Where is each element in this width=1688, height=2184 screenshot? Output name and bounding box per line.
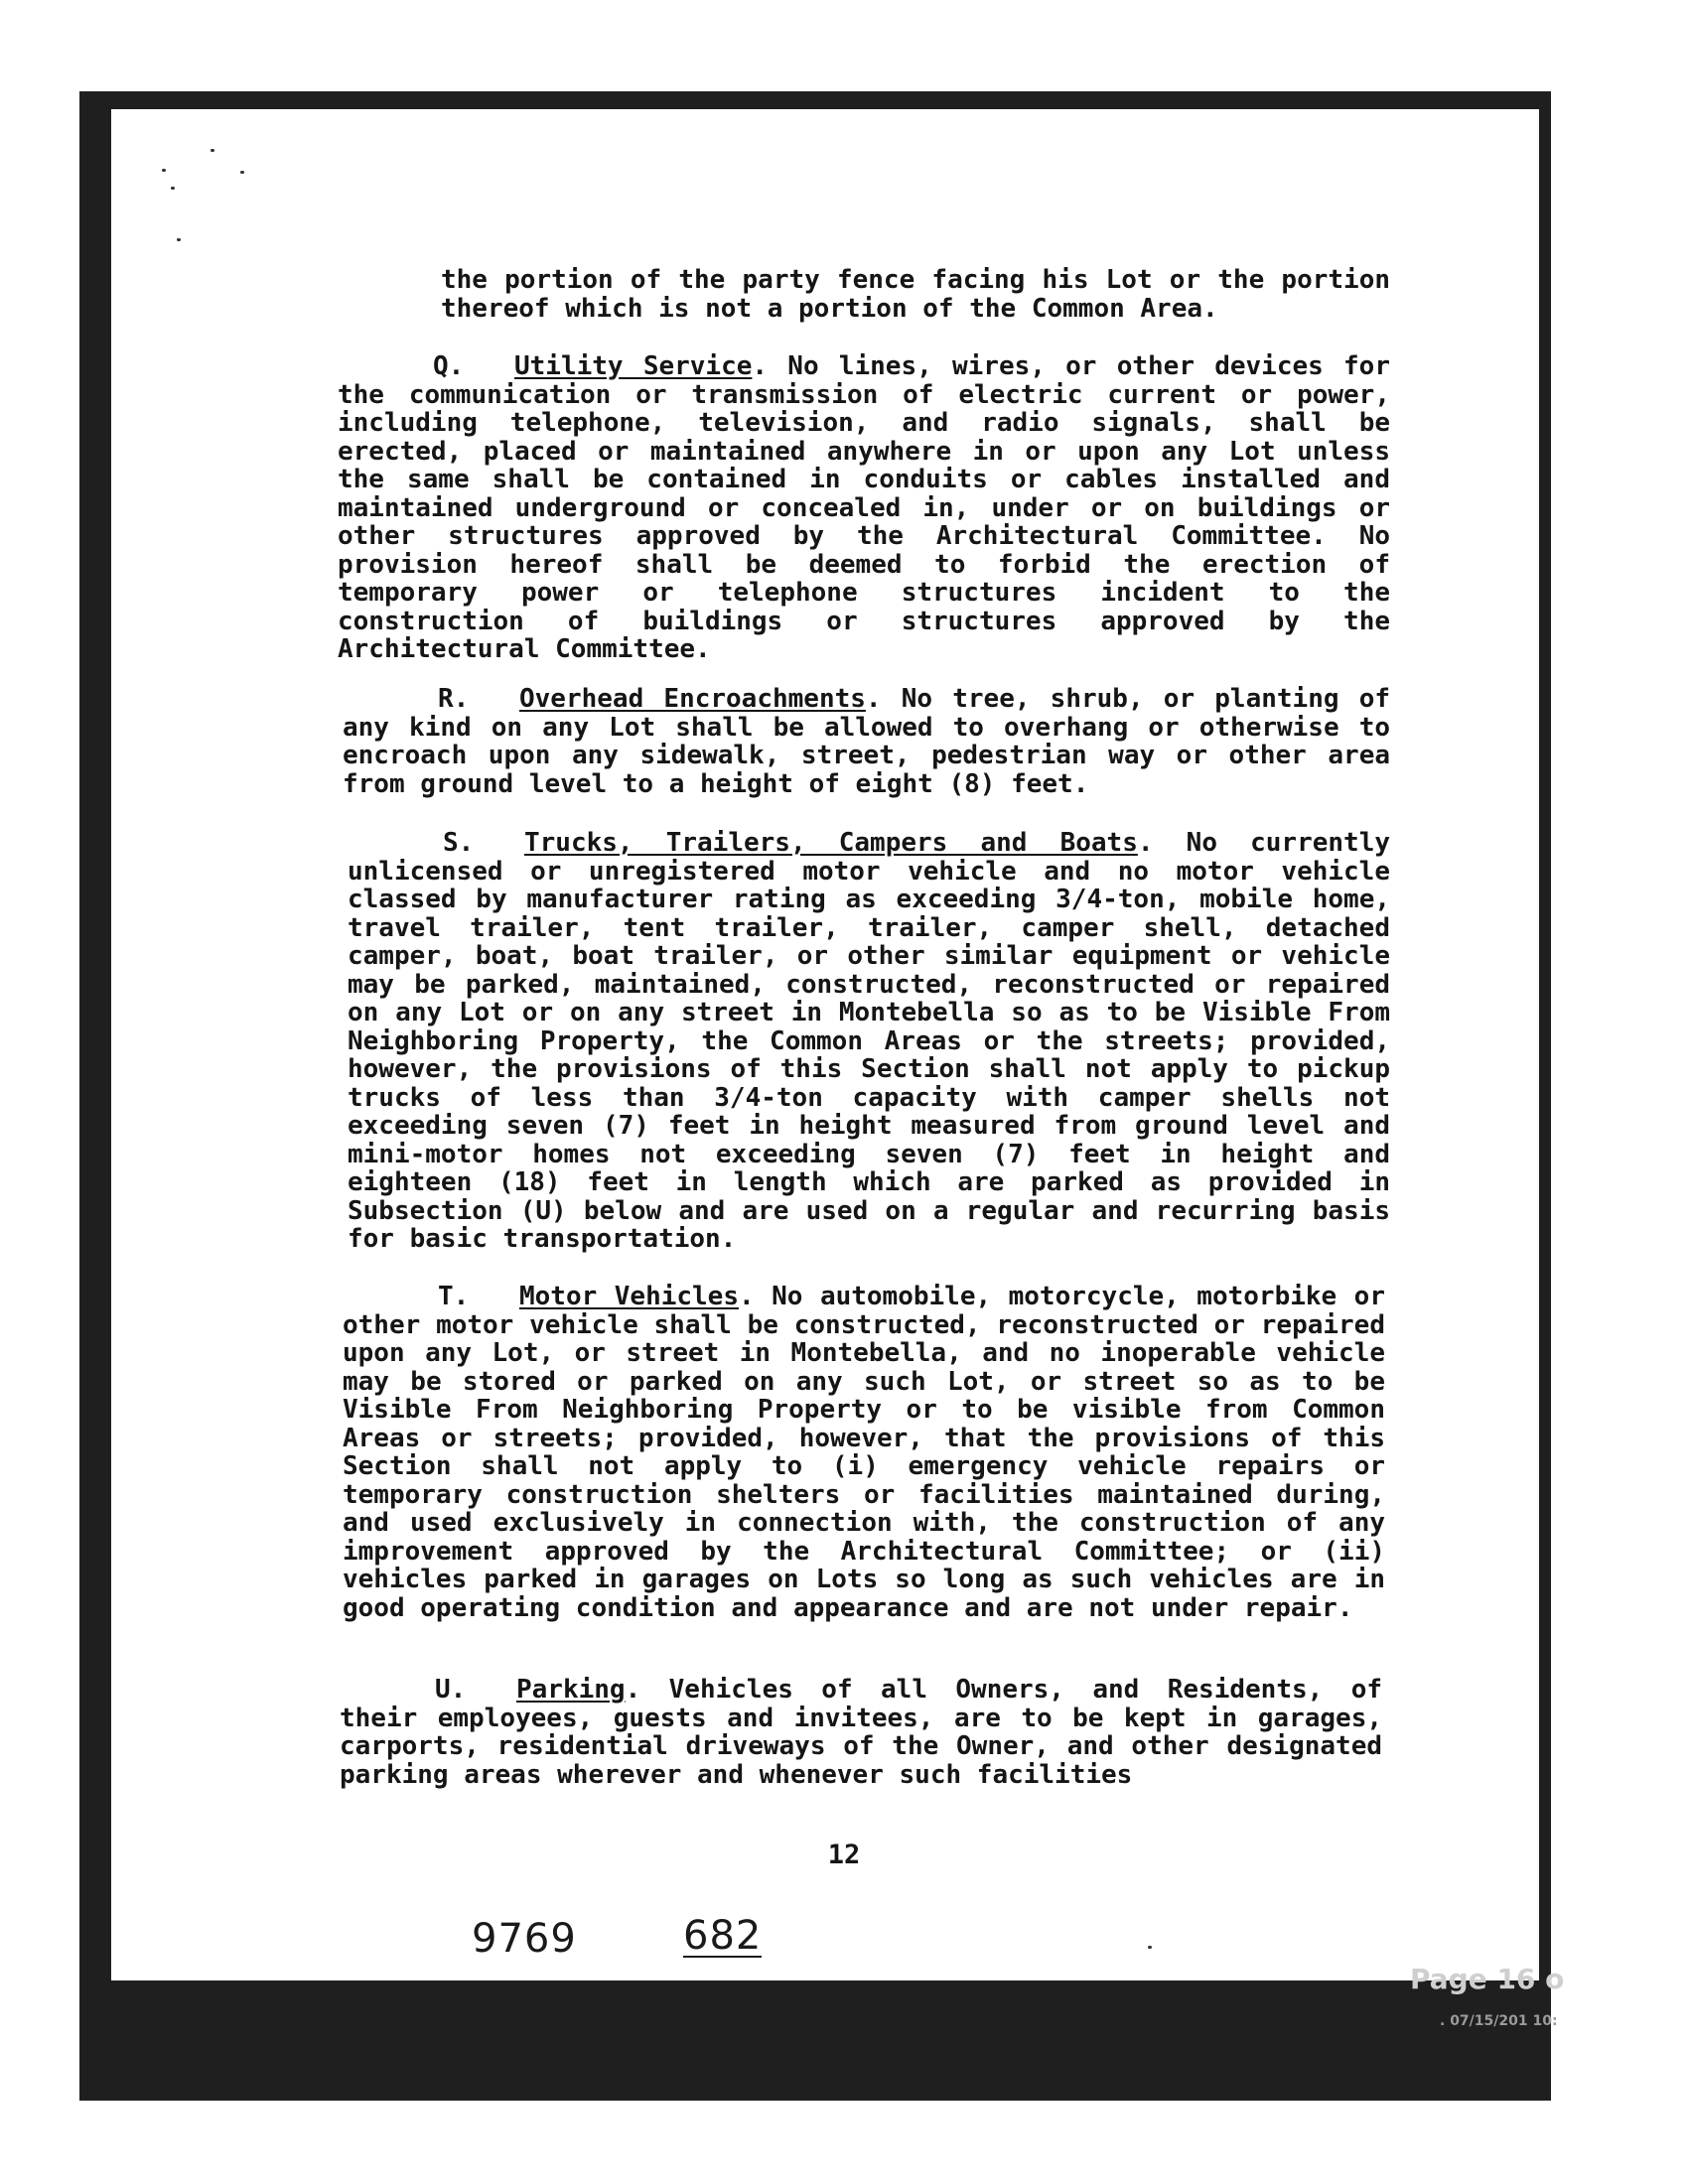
scan-speck xyxy=(211,149,214,152)
section-r-body: . No tree, shrub, or planting of any kind on any Lot shall be allowed to overhang or otherwise to encroach upon any sidewalk, street, pedestrian way or other area from ground level to a height of eight (8) feet. xyxy=(343,684,1390,799)
scan-speck xyxy=(177,238,181,241)
timestamp-date: . 07/15/201 xyxy=(1440,2013,1528,2029)
section-r xyxy=(343,685,1390,798)
section-t-body: . No automobile, motorcycle, motorbike or other motor vehicle shall be constructed, reconstructed or repaired upon any Lot, or street in Montebella, and no inoperable vehicle may be stored or parked on any such Lot, or street so as to be Visible From Neighboring Property or to be visible from Common Areas or streets; provided, however, that the provisions of this Section shall not apply to (i) emergency vehicle repairs or temporary construction shelters or facilities maintained during, and used exclusively in connection with, the construction of any improvement approved by the Architectural Committee; or (ii) vehicles parked in garages on Lots so long as such vehicles are in good operating condition and appearance and are not under repair. xyxy=(343,1282,1385,1623)
continuation-text: the portion of the party fence facing his Lot or the portion thereof which is not a portion of the Common Area. xyxy=(441,265,1390,324)
section-s-title: Trucks, Trailers, Campers and Boats xyxy=(524,828,1138,858)
section-q-letter: Q. xyxy=(433,351,465,381)
recording-page-number: 682 xyxy=(683,1913,763,1959)
section-q xyxy=(338,352,1390,664)
section-s xyxy=(348,829,1390,1254)
section-r-title: Overhead Encroachments xyxy=(519,684,866,714)
scan-speck xyxy=(240,171,244,174)
section-q-title: Utility Service xyxy=(514,351,753,381)
section-r-letter: R. xyxy=(438,684,470,714)
section-s-letter: S. xyxy=(443,828,475,858)
page-number: 12 xyxy=(827,1840,861,1870)
section-u-title: Parking xyxy=(516,1675,626,1705)
section-t xyxy=(343,1283,1385,1622)
scan-speck xyxy=(162,169,166,172)
viewer-page-counter xyxy=(1410,1963,1624,1995)
continuation-paragraph xyxy=(441,266,1390,323)
page-counter-label: Page 16 o xyxy=(1410,1963,1565,1995)
section-t-letter: T. xyxy=(438,1282,470,1311)
section-q-body: . No lines, wires, or other devices for the communication or transmission of electric current or power, including telephone, television, and radio signals, shall be erected, placed or maintained anywhere in or upon any Lot unless the same shall be contained in conduits or cables installed and maintained underground or concealed in, under or on buildings or other structures approved by the Architectural Committee. No provision hereof shall be deemed to forbid the erection of temporary power or telephone structures incident to the construction of buildings or structures approved by the Architectural Committee. xyxy=(338,351,1390,664)
scan-speck xyxy=(171,187,175,190)
scan-speck xyxy=(1148,1946,1152,1949)
viewer-timestamp xyxy=(1440,2013,1607,2029)
timestamp-tail: 51 AM xyxy=(1557,2013,1607,2029)
section-u-letter: U. xyxy=(435,1675,467,1705)
section-u-body: . Vehicles of all Owners, and Residents, of their employees, guests and invitees, are to be kept in garages, carports, residential driveways of the Owner, and other designated parking areas wherever and whenever such facilities xyxy=(340,1675,1382,1790)
section-u xyxy=(340,1676,1382,1789)
recording-book-number: 9769 xyxy=(472,1916,577,1962)
section-t-title: Motor Vehicles xyxy=(519,1282,739,1311)
timestamp-mid: 10: xyxy=(1527,2013,1558,2029)
page-counter-tail: f 37 xyxy=(1564,1963,1625,1995)
section-s-body: . No currently unlicensed or unregistered motor vehicle and no motor vehicle classed by manufacturer rating as exceeding 3/4-ton, mobile home, travel trailer, tent trailer, trailer, camper shell, detached camper, boat, boat trailer, or other similar equipment or vehicle may be parked, maintained, constructed, reconstructed or repaired on any Lot or on any street in Montebella so as to be Visible From Neighboring Property, the Common Areas or the streets; provided, however, the provisions of this Section shall not apply to pickup trucks of less than 3/4-ton capacity with camper shells not exceeding seven (7) feet in height measured from ground level and mini-motor homes not exceeding seven (7) feet in height and eighteen (18) feet in length which are parked as provided in Subsection (U) below and are used on a regular and recurring basis for basic transportation. xyxy=(348,828,1390,1254)
